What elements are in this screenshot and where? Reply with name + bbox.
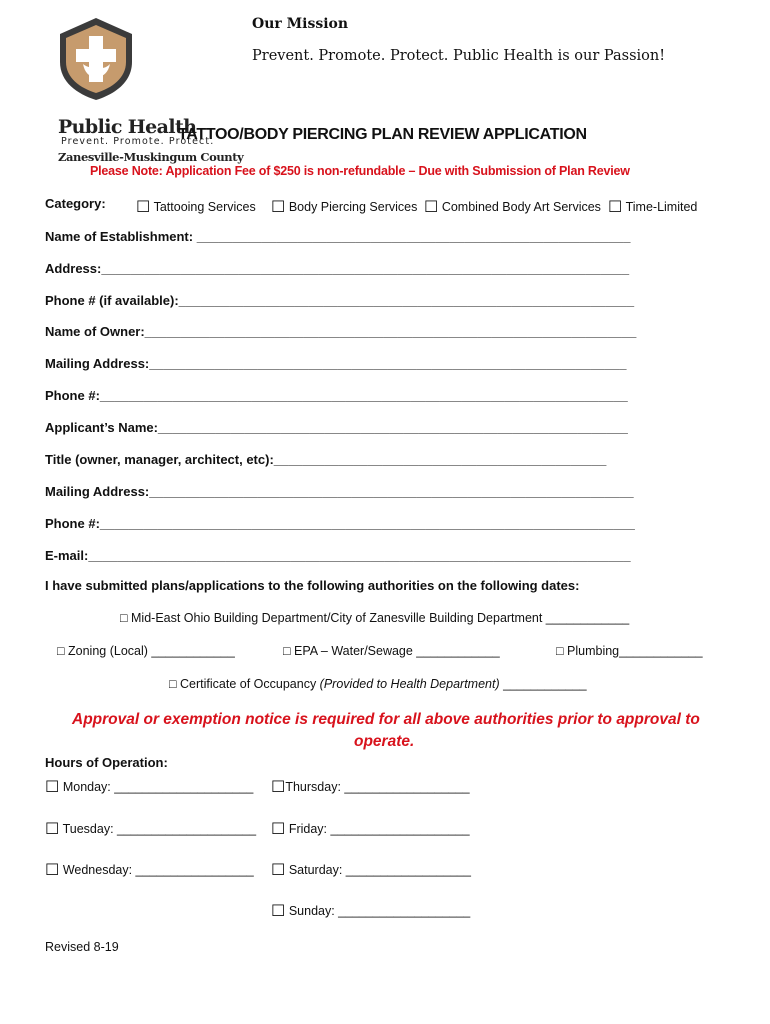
checkbox-icon[interactable]: ☐ bbox=[271, 862, 286, 879]
checkbox-icon[interactable]: ☐ bbox=[271, 821, 286, 838]
epa-checkbox[interactable]: □ EPA – Water/Sewage ____________ bbox=[283, 644, 500, 658]
occupancy-prefix: □ Certificate of Occupancy bbox=[169, 677, 320, 691]
friday-label: Friday: ____________________ bbox=[288, 822, 470, 836]
checkbox-icon[interactable]: ☐ bbox=[45, 779, 60, 796]
email-field[interactable]: E-mail:___________________________________________________________________________ bbox=[45, 548, 631, 563]
logo-county: Zanesville-Muskingum County bbox=[58, 150, 244, 164]
monday-field[interactable] bbox=[45, 776, 253, 796]
establishment-name-field[interactable]: Name of Establishment: ____________________________________________________________ bbox=[45, 229, 631, 244]
applicant-title-field[interactable]: Title (owner, manager, architect, etc):______________________________________________ bbox=[45, 452, 607, 467]
category-option-label: Body Piercing Services bbox=[288, 200, 418, 214]
occupancy-note: (Provided to Health Department) bbox=[319, 677, 500, 691]
address-field[interactable]: Address:_________________________________________________________________________ bbox=[45, 261, 630, 276]
checkbox-icon[interactable]: ☐ bbox=[45, 821, 60, 838]
logo-tagline: Prevent. Promote. Protect. bbox=[61, 136, 215, 147]
wednesday-field[interactable] bbox=[45, 859, 254, 879]
category-option-time-limited[interactable] bbox=[608, 196, 697, 216]
checkbox-icon[interactable]: ☐ bbox=[136, 199, 151, 216]
category-option-combined[interactable] bbox=[424, 196, 601, 216]
applicant-phone-field[interactable]: Phone #:__________________________________________________________________________ bbox=[45, 516, 635, 531]
hours-heading: Hours of Operation: bbox=[45, 755, 168, 770]
certificate-of-occupancy-checkbox[interactable] bbox=[169, 677, 587, 691]
owner-name-field[interactable]: Name of Owner:____________________________________________________________________ bbox=[45, 324, 637, 339]
sunday-field[interactable] bbox=[271, 900, 470, 920]
fee-note: Please Note: Application Fee of $250 is non-refundable – Due with Submission of Plan Review bbox=[90, 164, 630, 178]
thursday-label: Thursday: __________________ bbox=[285, 780, 470, 794]
monday-label: Monday: ____________________ bbox=[62, 780, 254, 794]
checkbox-icon[interactable]: ☐ bbox=[608, 199, 623, 216]
category-option-piercing[interactable] bbox=[271, 196, 417, 216]
tuesday-field[interactable] bbox=[45, 818, 256, 838]
sunday-label: Sunday: ___________________ bbox=[288, 904, 471, 918]
revised-date: Revised 8-19 bbox=[45, 940, 119, 954]
applicant-mailing-address-field[interactable]: Mailing Address:___________________________________________________________________ bbox=[45, 484, 634, 499]
applicant-name-field[interactable]: Applicant’s Name:_________________________________________________________________ bbox=[45, 420, 628, 435]
mission-text: Prevent. Promote. Protect. Public Health is our Passion! bbox=[252, 48, 666, 64]
mission-heading: Our Mission bbox=[252, 16, 349, 32]
wednesday-label: Wednesday: _________________ bbox=[62, 863, 254, 877]
checkbox-icon[interactable]: ☐ bbox=[271, 903, 286, 920]
owner-mailing-address-field[interactable]: Mailing Address:__________________________________________________________________ bbox=[45, 356, 627, 371]
logo-name: Public Health bbox=[58, 116, 197, 138]
category-option-label: Time-Limited bbox=[625, 200, 698, 214]
saturday-label: Saturday: __________________ bbox=[288, 863, 471, 877]
public-health-logo bbox=[28, 14, 244, 164]
saturday-field[interactable] bbox=[271, 859, 471, 879]
shield-cross-icon bbox=[55, 16, 137, 102]
checkbox-icon[interactable]: ☐ bbox=[271, 779, 286, 796]
category-option-label: Tattooing Services bbox=[153, 200, 256, 214]
occupancy-suffix: ____________ bbox=[499, 677, 587, 691]
friday-field[interactable] bbox=[271, 818, 470, 838]
page-title: TATTOO/BODY PIERCING PLAN REVIEW APPLICATION bbox=[178, 126, 587, 143]
approval-notice-line2: operate. bbox=[354, 733, 415, 750]
plumbing-checkbox[interactable]: □ Plumbing____________ bbox=[556, 644, 703, 658]
owner-phone-field[interactable]: Phone #:_________________________________________________________________________ bbox=[45, 388, 628, 403]
zoning-checkbox[interactable]: □ Zoning (Local) ____________ bbox=[57, 644, 235, 658]
category-label: Category: bbox=[45, 196, 106, 211]
checkbox-icon[interactable]: ☐ bbox=[424, 199, 439, 216]
building-department-checkbox[interactable]: □ Mid-East Ohio Building Department/City of Zanesville Building Department ____________ bbox=[120, 611, 630, 625]
phone-if-available-field[interactable]: Phone # (if available):_______________________________________________________________ bbox=[45, 293, 635, 308]
checkbox-icon[interactable]: ☐ bbox=[271, 199, 286, 216]
category-option-tattooing[interactable] bbox=[136, 196, 256, 216]
thursday-field[interactable] bbox=[271, 776, 470, 796]
checkbox-icon[interactable]: ☐ bbox=[45, 862, 60, 879]
tuesday-label: Tuesday: ____________________ bbox=[62, 822, 257, 836]
authorities-heading: I have submitted plans/applications to the following authorities on the following dates: bbox=[45, 578, 580, 593]
category-option-label: Combined Body Art Services bbox=[441, 200, 601, 214]
approval-notice-line1: Approval or exemption notice is required for all above authorities prior to approval to bbox=[72, 711, 700, 728]
